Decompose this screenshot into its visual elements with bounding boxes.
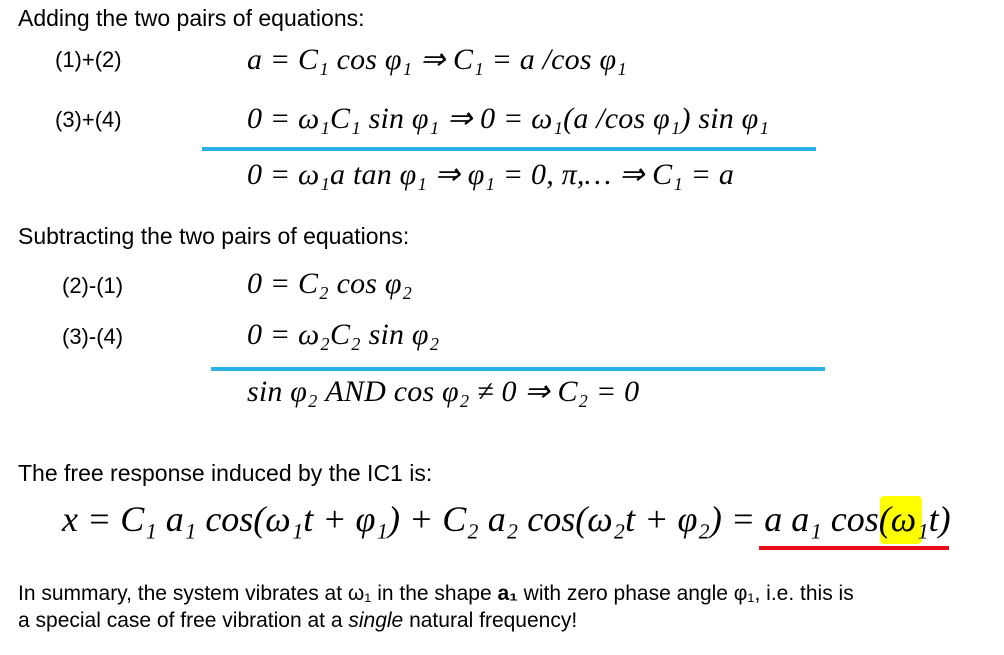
- free-response-equation-main: x = C₁ a₁ cos(ω₁t + φ₁) + C₂ a₂ cos(ω₂t + φ₂) =: [62, 499, 765, 539]
- label-2-minus-1: (2)-(1): [62, 273, 124, 298]
- summation-rule-blue-1: [202, 147, 816, 151]
- free-response-equation: [62, 498, 951, 540]
- label-3-plus-4: (3)+(4): [55, 107, 122, 132]
- summary-part1: In summary, the system vibrates at ω₁ in the shape: [18, 582, 498, 605]
- equation-add-result: 0 = ω₁a tan φ₁ ⇒ φ₁ = 0, π,… ⇒ C₁ = a: [247, 158, 735, 191]
- summary-italic-single: single: [348, 609, 404, 632]
- label-1-plus-2: (1)+(2): [55, 47, 122, 72]
- label-3-minus-4: (3)-(4): [62, 324, 124, 349]
- summary-bold-a1: a₁: [497, 582, 518, 605]
- summary-line-1: [18, 580, 854, 607]
- equation-2-minus-1: 0 = C₂ cos φ₂: [247, 267, 413, 300]
- summary-text: [18, 580, 854, 634]
- heading-free-response: The free response induced by the IC1 is:: [18, 460, 433, 486]
- equation-3-minus-4: 0 = ω₂C₂ sin φ₂: [247, 318, 440, 351]
- heading-subtracting: Subtracting the two pairs of equations:: [18, 223, 410, 249]
- free-response-equation-result: a a₁ cos(ω₁t): [764, 499, 951, 539]
- summary-line-2: [18, 607, 854, 634]
- summary-line2-end: natural frequency!: [403, 609, 578, 632]
- equation-1-plus-2: a = C₁ cos φ₁ ⇒ C₁ = a /cos φ₁: [247, 43, 627, 76]
- underline-red: [759, 546, 949, 550]
- summary-part2: with zero phase angle φ₁, i.e. this is: [517, 582, 854, 605]
- equation-3-plus-4: 0 = ω₁C₁ sin φ₁ ⇒ 0 = ω₁(a /cos φ₁) sin φ₁: [247, 102, 770, 135]
- summary-line2-start: a special case of free vibration at a: [18, 609, 349, 632]
- heading-adding: Adding the two pairs of equations:: [18, 5, 365, 31]
- equation-sub-result: sin φ₂ AND cos φ₂ ≠ 0 ⇒ C₂ = 0: [247, 375, 640, 408]
- summation-rule-blue-2: [211, 367, 825, 371]
